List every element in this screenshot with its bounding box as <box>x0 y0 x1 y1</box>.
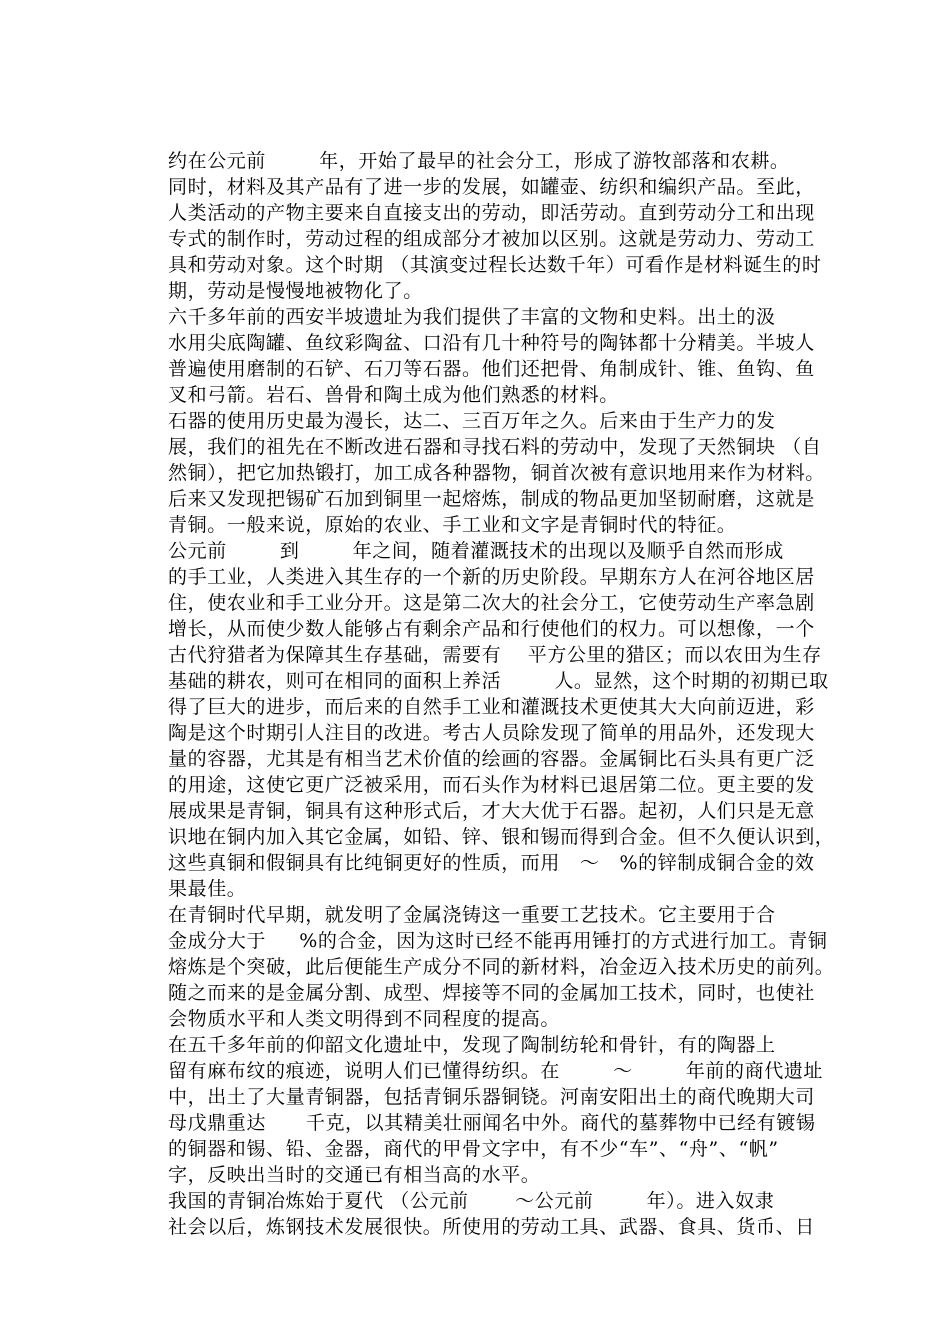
text-line: 母戊鼎重达 千克，以其精美壮丽闻名中外。商代的墓葬物中已经有镀锡 <box>168 1112 816 1134</box>
text-line: 青铜。一般来说，原始的农业、手工业和文字是青铜时代的特征。 <box>168 514 737 536</box>
text-line: 社会以后，炼钢技术发展很快。所使用的劳动工具、武器、食具、货币、日 <box>168 1216 815 1238</box>
text-line: 古代狩猎者为保障其生存基础，需要有 平方公里的猎区；而以农田为生存 <box>168 644 822 666</box>
text-line: 的用途，这使它更广泛被采用，而石头作为材料已退居第二位。更主要的发 <box>168 774 815 796</box>
text-line: 期，劳动是慢慢地被物化了。 <box>168 280 423 302</box>
text-line: 在五千多年前的仰韶文化遗址中，发现了陶制纺轮和骨针，有的陶器上 <box>168 1034 776 1056</box>
text-line: 石器的使用历史最为漫长，达二、三百万年之久。后来由于生产力的发 <box>168 410 776 432</box>
text-line: 具和劳动对象。这个时期 （其演变过程长达数千年）可看作是材料诞生的时 <box>168 254 822 276</box>
text-line: 人类活动的产物主要来自直接支出的劳动，即活劳动。直到劳动分工和出现 <box>168 202 815 224</box>
text-line: 金成分大于 %的合金，因为这时已经不能再用锤打的方式进行加工。青铜 <box>168 930 828 952</box>
text-line: 普遍使用磨制的石铲、石刀等石器。他们还把骨、角制成针、锥、鱼钩、鱼 <box>168 358 815 380</box>
text-line: 增长，从而使少数人能够占有剩余产品和行使他们的权力。可以想像，一个 <box>168 618 815 640</box>
text-line: 的手工业，人类进入其生存的一个新的历史阶段。早期东方人在河谷地区居 <box>168 566 815 588</box>
text-line: 展成果是青铜，铜具有这种形式后，才大大优于石器。起初，人们只是无意 <box>168 800 815 822</box>
text-line: 约在公元前 年，开始了最早的社会分工，形成了游牧部落和农耕。 <box>168 150 790 172</box>
text-line: 量的容器，尤其是有相当艺术价值的绘画的容器。金属铜比石头具有更广泛 <box>168 748 815 770</box>
text-line: 会物质水平和人类文明得到不同程度的提高。 <box>168 1008 561 1030</box>
text-line: 留有麻布纹的痕迹，说明人们已懂得纺织。在 ～ 年前的商代遗址 <box>168 1060 824 1082</box>
text-line: 果最佳。 <box>168 878 247 900</box>
text-line: 水用尖底陶罐、鱼纹彩陶盆、口沿有几十种符号的陶钵都十分精美。半坡人 <box>168 332 815 354</box>
text-line: 公元前 到 年之间，随着灌溉技术的出现以及顺乎自然而形成 <box>168 540 784 562</box>
text-line: 字，反映出当时的交通已有相当高的水平。 <box>168 1164 541 1186</box>
text-line: 熔炼是个突破，此后便能生产成分不同的新材料，冶金迈入技术历史的前列。 <box>168 956 835 978</box>
text-line: 展，我们的祖先在不断改进石器和寻找石料的劳动中，发现了天然铜块 （自 <box>168 436 822 458</box>
text-line: 随之而来的是金属分割、成型、焊接等不同的金属加工技术，同时，也使社 <box>168 982 815 1004</box>
text-line: 在青铜时代早期，就发明了金属浇铸这一重要工艺技术。它主要用于合 <box>168 904 776 926</box>
text-line: 的铜器和锡、铅、金器，商代的甲骨文字中，有不少“车”、“舟”、“帆” <box>168 1138 779 1160</box>
text-line: 六千多年前的西安半坡遗址为我们提供了丰富的文物和史料。出土的汲 <box>168 306 776 328</box>
text-line: 然铜），把它加热锻打，加工成各种器物，铜首次被有意识地用来作为材料。 <box>168 462 825 484</box>
text-line: 中，出土了大量青铜器，包括青铜乐器铜铙。河南安阳出土的商代晚期大司 <box>168 1086 815 1108</box>
text-line: 专式的制作时，劳动过程的组成部分才被加以区别。这就是劳动力、劳动工 <box>168 228 815 250</box>
text-line: 后来又发现把锡矿石加到铜里一起熔炼，制成的物品更加坚韧耐磨，这就是 <box>168 488 815 510</box>
text-line: 基础的耕农，则可在相同的面积上养活 人。显然，这个时期的初期已取 <box>168 670 829 692</box>
text-line: 识地在铜内加入其它金属，如铅、锌、银和锡而得到合金。但不久便认识到， <box>168 826 835 848</box>
text-line: 住，使农业和手工业分开。这是第二次大的社会分工，它使劳动生产率急剧 <box>168 592 815 614</box>
text-line: 陶是这个时期引人注目的改进。考古人员除发现了简单的用品外，还发现大 <box>168 722 815 744</box>
text-line: 得了巨大的进步，而后来的自然手工业和灌溉技术更使其大大向前迈进，彩 <box>168 696 815 718</box>
text-line: 叉和弓箭。岩石、兽骨和陶土成为他们熟悉的材料。 <box>168 384 619 406</box>
text-line: 这些真铜和假铜具有比纯铜更好的性质，而用 ～ %的锌制成铜合金的效 <box>168 852 815 874</box>
text-line: 同时，材料及其产品有了进一步的发展，如罐壶、纺织和编织产品。至此， <box>168 176 815 198</box>
text-line: 我国的青铜冶炼始于夏代 （公元前 ～公元前 年）。进入奴隶 <box>168 1190 775 1212</box>
